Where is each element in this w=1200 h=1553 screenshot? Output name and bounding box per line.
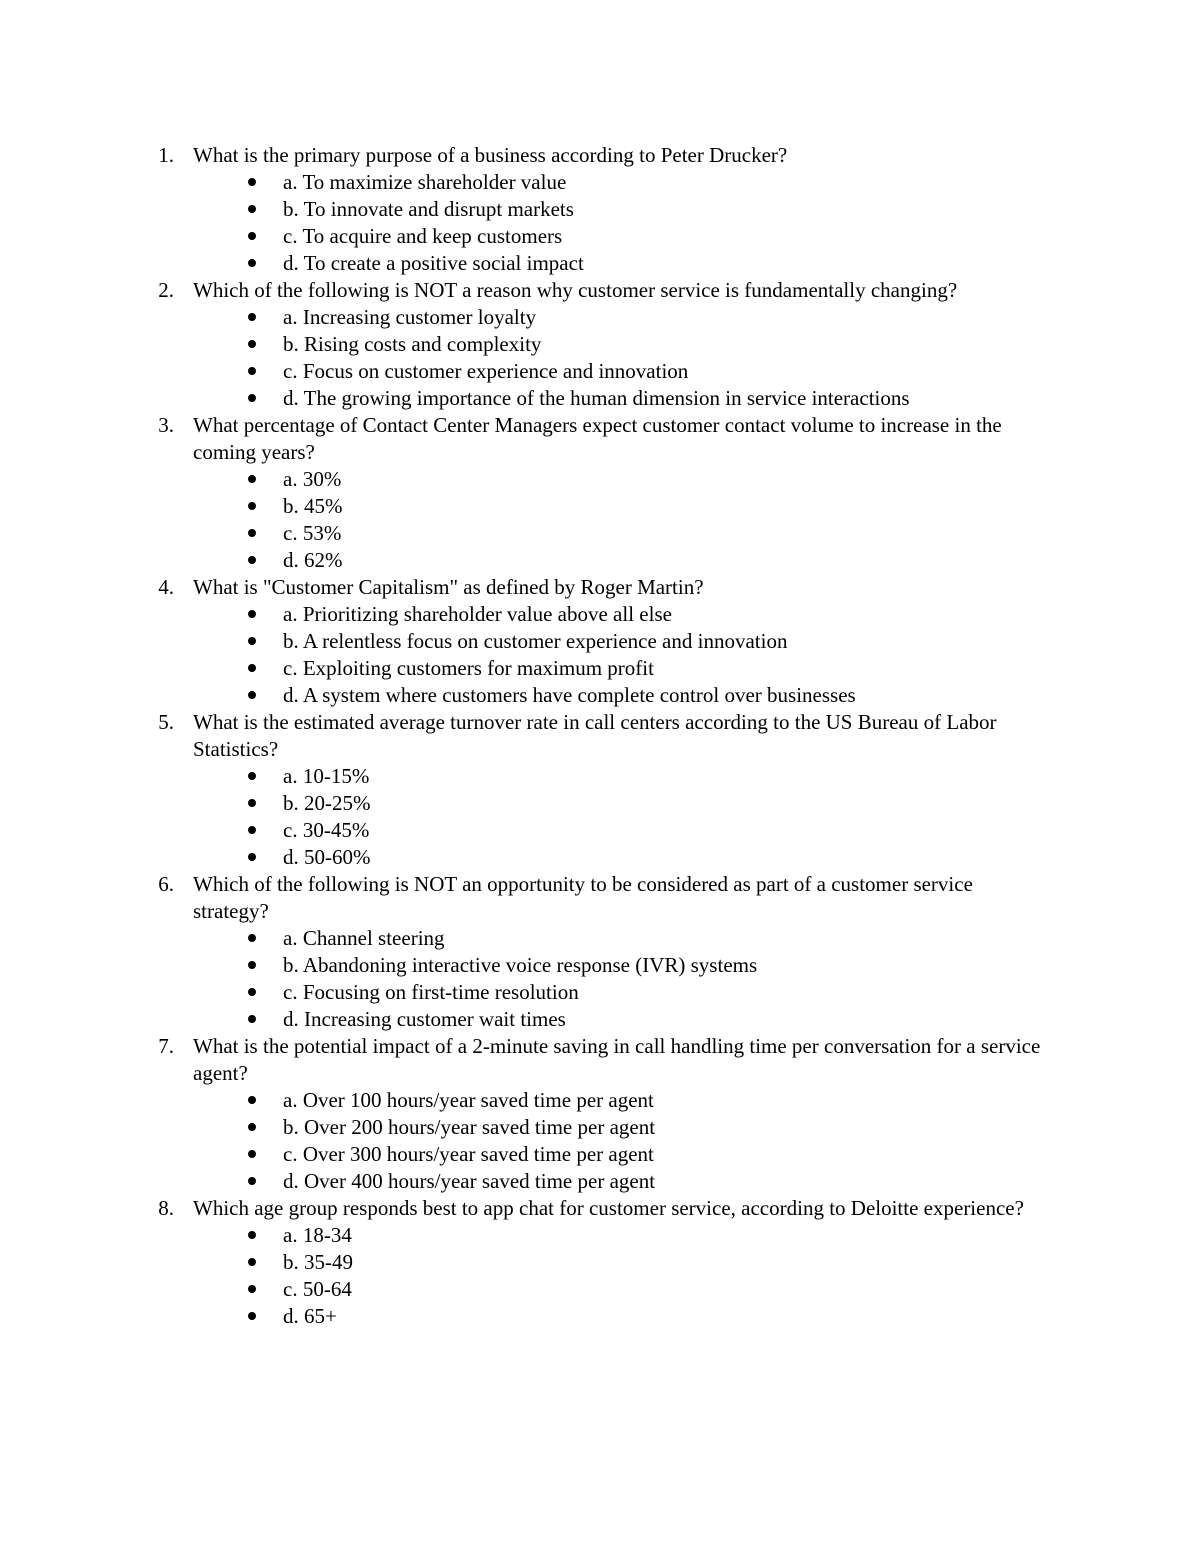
option-text: a. 30% [283,467,342,491]
answer-option-b [0,196,1200,223]
answer-options [0,1222,1200,1330]
question-6 [0,871,1200,1033]
question-text: What percentage of Contact Center Managers expect customer contact volume to increase in the coming years? [193,413,1002,464]
bullet-icon [0,655,283,682]
answer-options [0,304,1200,412]
answer-option-d [0,547,1200,574]
bullet-icon [0,169,283,196]
answer-option-c [0,223,1200,250]
answer-options [0,169,1200,277]
option-text: d. 50-60% [283,845,371,869]
bullet-icon [0,196,283,223]
bullet-icon [0,844,283,871]
bullet-icon [0,1087,283,1114]
answer-option-a [0,925,1200,952]
option-text: a. Channel steering [283,926,445,950]
option-text: b. A relentless focus on customer experience and innovation [283,629,788,653]
answer-option-a [0,1222,1200,1249]
option-text: b. 45% [283,494,343,518]
option-text: b. 20-25% [283,791,371,815]
bullet-icon [0,1141,283,1168]
answer-option-c [0,520,1200,547]
option-text: b. Rising costs and complexity [283,332,542,356]
option-text: a. Increasing customer loyalty [283,305,537,329]
question-number: 5. [158,710,174,734]
question-1 [0,142,1200,277]
answer-option-d [0,682,1200,709]
bullet-icon [0,763,283,790]
bullet-icon [0,1222,283,1249]
option-text: d. A system where customers have complete control over businesses [283,683,856,707]
question-7 [0,1033,1200,1195]
bullet-icon [0,223,283,250]
question-5 [0,709,1200,871]
question-number: 1. [158,143,174,167]
answer-option-b [0,952,1200,979]
question-text: What is the estimated average turnover rate in call centers according to the US Bureau of Labor Statistics? [193,710,997,761]
bullet-icon [0,1303,283,1330]
option-text: c. Focus on customer experience and innovation [283,359,689,383]
answer-option-a [0,763,1200,790]
question-3 [0,412,1200,574]
answer-option-b [0,1114,1200,1141]
option-text: a. 10-15% [283,764,370,788]
question-text: What is "Customer Capitalism" as defined by Roger Martin? [193,575,704,599]
option-text: c. Exploiting customers for maximum profit [283,656,654,680]
bullet-icon [0,1249,283,1276]
bullet-icon [0,547,283,574]
answer-option-a [0,601,1200,628]
answer-option-c [0,1141,1200,1168]
option-text: c. 30-45% [283,818,370,842]
answer-option-c [0,979,1200,1006]
bullet-icon [0,979,283,1006]
answer-option-d [0,385,1200,412]
answer-option-d [0,250,1200,277]
bullet-icon [0,493,283,520]
bullet-icon [0,331,283,358]
bullet-icon [0,790,283,817]
option-text: c. To acquire and keep customers [283,224,563,248]
question-text: Which of the following is NOT a reason why customer service is fundamentally changing? [193,278,958,302]
bullet-icon [0,628,283,655]
bullet-icon [0,952,283,979]
answer-option-b [0,1249,1200,1276]
question-text: Which age group responds best to app chat for customer service, according to Deloitte experience? [193,1196,1024,1220]
option-text: d. To create a positive social impact [283,251,584,275]
answer-option-d [0,1168,1200,1195]
question-number: 4. [158,575,174,599]
bullet-icon [0,358,283,385]
question-number: 7. [158,1034,174,1058]
answer-option-a [0,169,1200,196]
option-text: c. Focusing on first-time resolution [283,980,579,1004]
answer-options [0,601,1200,709]
answer-option-d [0,1303,1200,1330]
question-4 [0,574,1200,709]
answer-option-b [0,493,1200,520]
question-number: 3. [158,413,174,437]
option-text: d. Increasing customer wait times [283,1007,566,1031]
option-text: d. Over 400 hours/year saved time per agent [283,1169,656,1193]
answer-option-c [0,358,1200,385]
option-text: c. 50-64 [283,1277,352,1301]
answer-option-d [0,844,1200,871]
option-text: d. 62% [283,548,343,572]
bullet-icon [0,817,283,844]
answer-options [0,1087,1200,1195]
answer-option-d [0,1006,1200,1033]
question-2 [0,277,1200,412]
answer-option-a [0,304,1200,331]
bullet-icon [0,385,283,412]
quiz-document [0,142,1200,1330]
bullet-icon [0,250,283,277]
option-text: b. To innovate and disrupt markets [283,197,574,221]
option-text: a. To maximize shareholder value [283,170,567,194]
answer-options [0,466,1200,574]
question-number: 2. [158,278,174,302]
option-text: d. The growing importance of the human dimension in service interactions [283,386,910,410]
bullet-icon [0,1006,283,1033]
bullet-icon [0,1168,283,1195]
bullet-icon [0,304,283,331]
option-text: b. Abandoning interactive voice response (IVR) systems [283,953,758,977]
answer-option-b [0,790,1200,817]
bullet-icon [0,1114,283,1141]
question-text: Which of the following is NOT an opportunity to be considered as part of a customer service strategy? [193,872,973,923]
answer-option-c [0,817,1200,844]
bullet-icon [0,601,283,628]
option-text: a. Prioritizing shareholder value above all else [283,602,672,626]
answer-option-a [0,466,1200,493]
answer-options [0,763,1200,871]
bullet-icon [0,520,283,547]
option-text: c. 53% [283,521,342,545]
option-text: b. Over 200 hours/year saved time per agent [283,1115,656,1139]
option-text: a. Over 100 hours/year saved time per agent [283,1088,654,1112]
answer-option-a [0,1087,1200,1114]
bullet-icon [0,1276,283,1303]
answer-option-c [0,655,1200,682]
question-text: What is the primary purpose of a business according to Peter Drucker? [193,143,788,167]
option-text: d. 65+ [283,1304,337,1328]
option-text: c. Over 300 hours/year saved time per agent [283,1142,654,1166]
question-text: What is the potential impact of a 2-minute saving in call handling time per conversation for a service agent? [193,1034,1041,1085]
answer-option-c [0,1276,1200,1303]
question-number: 6. [158,872,174,896]
option-text: b. 35-49 [283,1250,353,1274]
question-8 [0,1195,1200,1330]
answer-option-b [0,331,1200,358]
bullet-icon [0,925,283,952]
bullet-icon [0,682,283,709]
option-text: a. 18-34 [283,1223,352,1247]
bullet-icon [0,466,283,493]
answer-options [0,925,1200,1033]
question-number: 8. [158,1196,174,1220]
answer-option-b [0,628,1200,655]
